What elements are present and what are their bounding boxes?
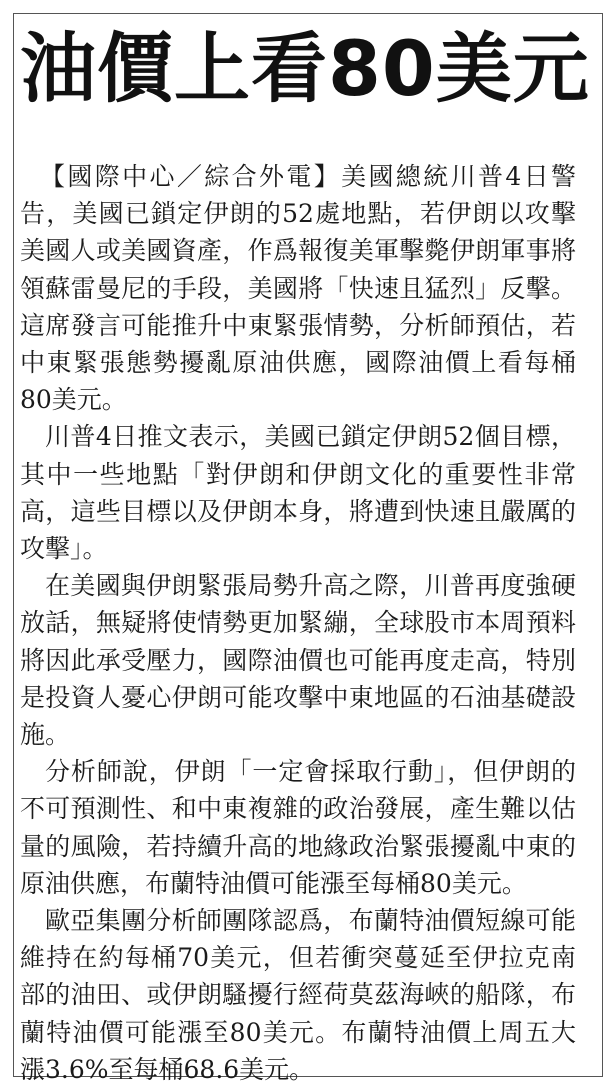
paragraph: 在美國與伊朗緊張局勢升高之際，川普再度強硬放話，無疑將使情勢更加緊繃，全球股市本周預料將因此承受壓力，國際油價也可能再度走高，特別是投資人憂心伊朗可能攻擊中東地區的石油基礎設施。 (20, 571, 576, 750)
headline: 油價上看80美元 (20, 24, 590, 113)
paragraph: 歐亞集團分析師團隊認爲，布蘭特油價短線可能維持在約每桶70美元，但若衝突蔓延至伊拉克南部的油田、或伊朗騷擾行經荷莫茲海峽的船隊，布蘭特油價可能漲至80美元。布蘭特油價上周五大漲3.6%至每桶68.6美元。 (20, 906, 576, 1084)
paragraph: 川普4日推文表示，美國已鎖定伊朗52個目標，其中一些地點「對伊朗和伊朗文化的重要性非常高，這些目標以及伊朗本身，將遭到快速且嚴厲的攻擊」。 (20, 422, 576, 564)
article-body (20, 158, 576, 1088)
paragraph: 分析師說，伊朗「一定會採取行動」，但伊朗的不可預測性、和中東複雜的政治發展，產生難以估量的風險，若持續升高的地緣政治緊張擾亂中東的原油供應，布蘭特油價可能漲至每桶80美元。 (20, 757, 576, 898)
paragraph: 【國際中心／綜合外電】美國總統川普4日警告，美國已鎖定伊朗的52處地點，若伊朗以攻擊美國人或美國資產，作爲報復美軍擊斃伊朗軍事將領蘇雷曼尼的手段，美國將「快速且猛烈」反擊。這席發言可能推升中東緊張情勢，分析師預估，若中東緊張態勢擾亂原油供應，國際油價上看每桶80美元。 (20, 162, 576, 415)
